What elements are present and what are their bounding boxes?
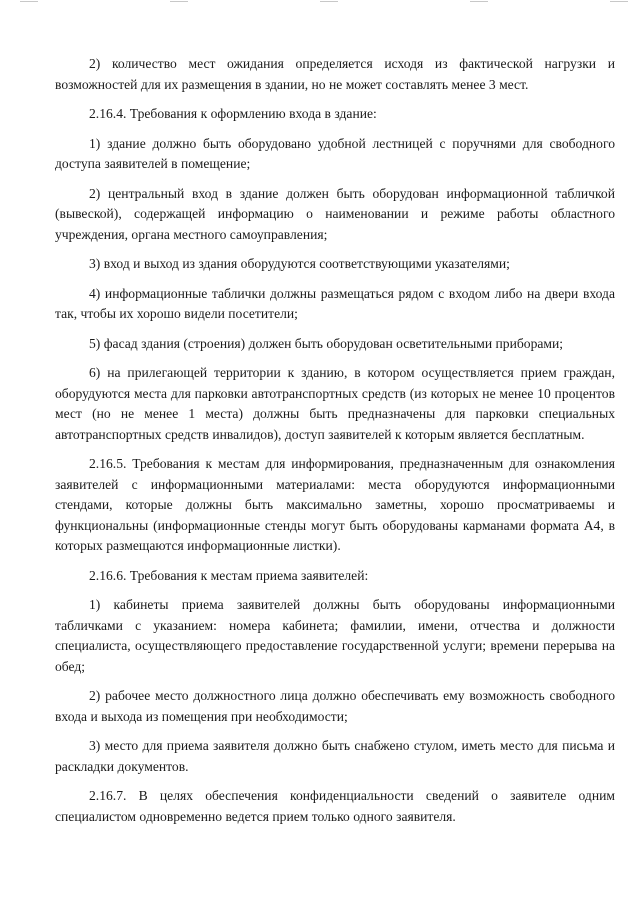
paragraph-reception-place: 3) место для приема заявителя должно быть снабжено стулом, иметь место для письма и раскладки документов. bbox=[55, 738, 615, 774]
section-2-16-4-heading: 2.16.4. Требования к оформлению входа в здание: bbox=[89, 106, 377, 121]
section-2-16-6-heading: 2.16.6. Требования к местам приема заявителей: bbox=[89, 567, 369, 583]
section-2-16-7-confidentiality: 2.16.7. В целях обеспечения конфиденциальности сведений о заявителе одним специалистом одновременно ведется прием только одного заявителя. bbox=[55, 788, 615, 824]
paragraph-parking: 6) на прилегающей территории к зданию, в котором осуществляется прием граждан, оборудуются места для парковки автотранспортных средств (из которых не менее 10 процентов мест (но не менее 1 места) должны быть предназначены для парковки специальных автотранспортных средств инвалидов), доступ заявителей к которым является бесплатным. bbox=[55, 365, 615, 442]
scan-edge-marks bbox=[0, 0, 640, 10]
paragraph-entrance-staircase: 1) здание должно быть оборудовано удобной лестницей с поручнями для свободного доступа заявителей в помещение; bbox=[55, 135, 615, 171]
paragraph-info-plates: 4) информационные таблички должны размещаться рядом с входом либо на двери входа так, чтобы их хорошо видели посетители; bbox=[55, 285, 615, 321]
paragraph-entrance-signboard: 2) центральный вход в здание должен быть оборудован информационной табличкой (вывеской), содержащей информацию о наименовании и режиме работы областного учреждения, органа местного самоуправления; bbox=[55, 185, 615, 242]
paragraph-entrance-signs: 3) вход и выход из здания оборудуются соответствующими указателями; bbox=[89, 256, 510, 271]
paragraph-facade-lighting: 5) фасад здания (строения) должен быть оборудован осветительными приборами; bbox=[89, 335, 564, 351]
paragraph-office-plates: 1) кабинеты приема заявителей должны быть оборудованы информационными табличками с указанием: номера кабинета; фамилии, имени, отчества и должности специалиста, осуществляющего предоставление государственной услуги; времени перерыва на обед; bbox=[55, 597, 615, 674]
section-2-16-5-info-places: 2.16.5. Требования к местам для информирования, предназначенным для ознакомления заявителей с информационными материалами: места оборудуются информационными стендами, которые должны быть максимально заметны, хорошо просматриваемы и функциональны (информационные стенды могут быть оборудованы карманами формата А4, в которых размещаются информационные листки). bbox=[55, 456, 615, 553]
paragraph-waiting-places: 2) количество мест ожидания определяется исходя из фактической нагрузки и возможностей для их размещения в здании, но не может составлять менее 3 мест. bbox=[55, 56, 615, 92]
document-body bbox=[55, 54, 615, 836]
paragraph-workplace: 2) рабочее место должностного лица должно обеспечивать ему возможность свободного входа и выхода из помещения при необходимости; bbox=[55, 688, 615, 724]
